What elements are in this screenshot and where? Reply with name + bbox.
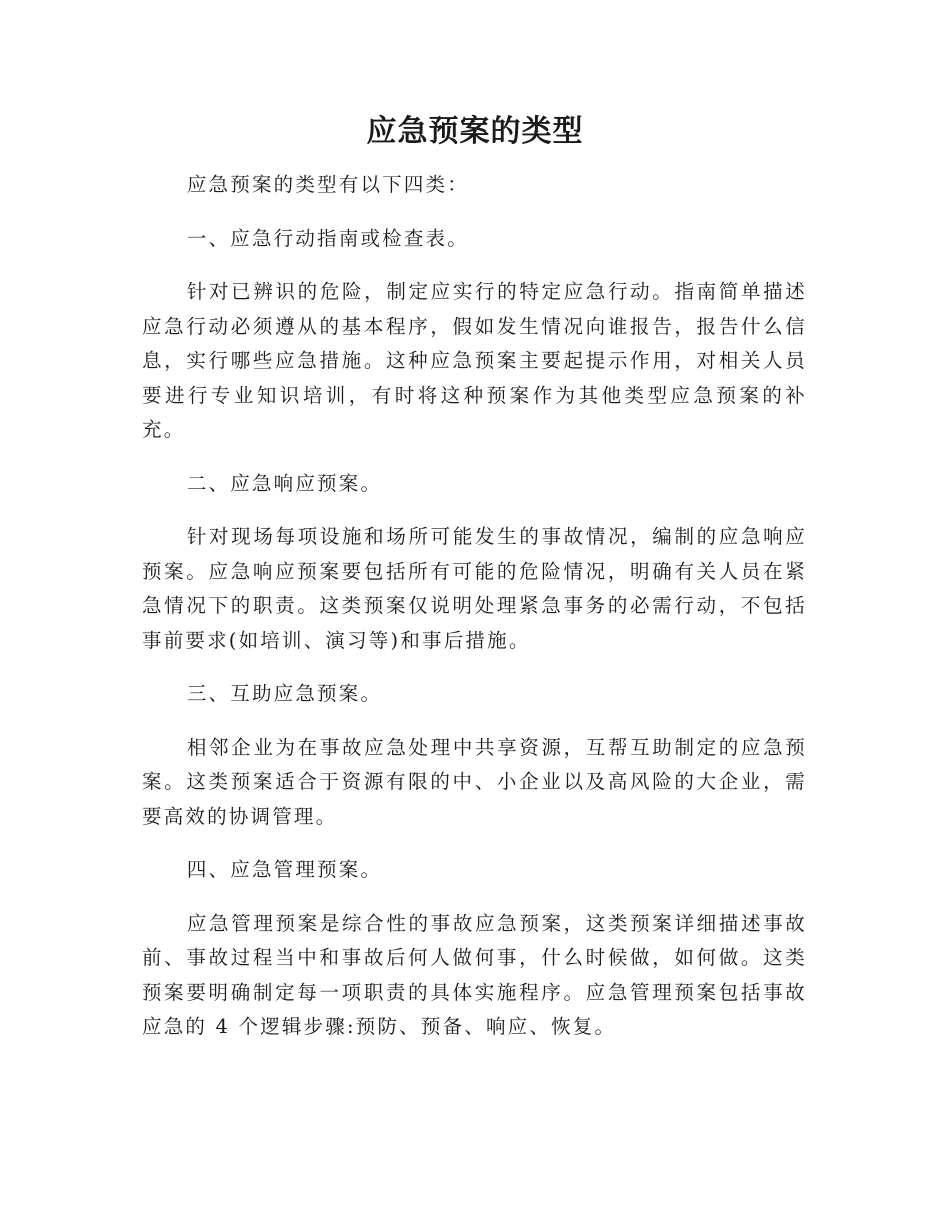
section-paragraph-3: 相邻企业为在事故应急处理中共享资源，互帮互助制定的应急预案。这类预案适合于资源有限的中、小企业以及高风险的大企业，需要高效的协调管理。 [142,735,807,828]
section-heading-2: 二、应急响应预案。 [186,471,383,495]
section-paragraph-2: 针对现场每项设施和场所可能发生的事故情况，编制的应急响应预案。应急响应预案要包括所有可能的危险情况，明确有关人员在紧急情况下的职责。这类预案仅说明处理紧急事务的必需行动，不包括事前要求(如培训、演习等)和事后措施。 [142,525,807,652]
document-body [142,168,807,1064]
section-heading-3: 三、互助应急预案。 [186,682,383,705]
section-paragraph-4: 应急管理预案是综合性的事故应急预案，这类预案详细描述事故前、事故过程当中和事故后何人做何事，什么时候做，如何做。这类预案要明确制定每一项职责的具体实施程序。应急管理预案包括事故应急的 4 个逻辑步骤:预防、预备、响应、恢复。 [142,911,807,1038]
intro-paragraph: 应急预案的类型有以下四类： [186,173,469,196]
section-heading-1: 一、应急行动指南或检查表。 [186,226,469,250]
section-paragraph-1: 针对已辨识的危险，制定应实行的特定应急行动。指南简单描述应急行动必须遵从的基本程序，假如发生情况向谁报告，报告什么信息，实行哪些应急措施。这种应急预案主要起提示作用，对相关人员要进行专业知识培训，有时将这种预案作为其他类型应急预案的补充。 [142,280,807,441]
document-title: 应急预案的类型 [366,114,584,149]
section-heading-4: 四、应急管理预案。 [186,858,383,881]
